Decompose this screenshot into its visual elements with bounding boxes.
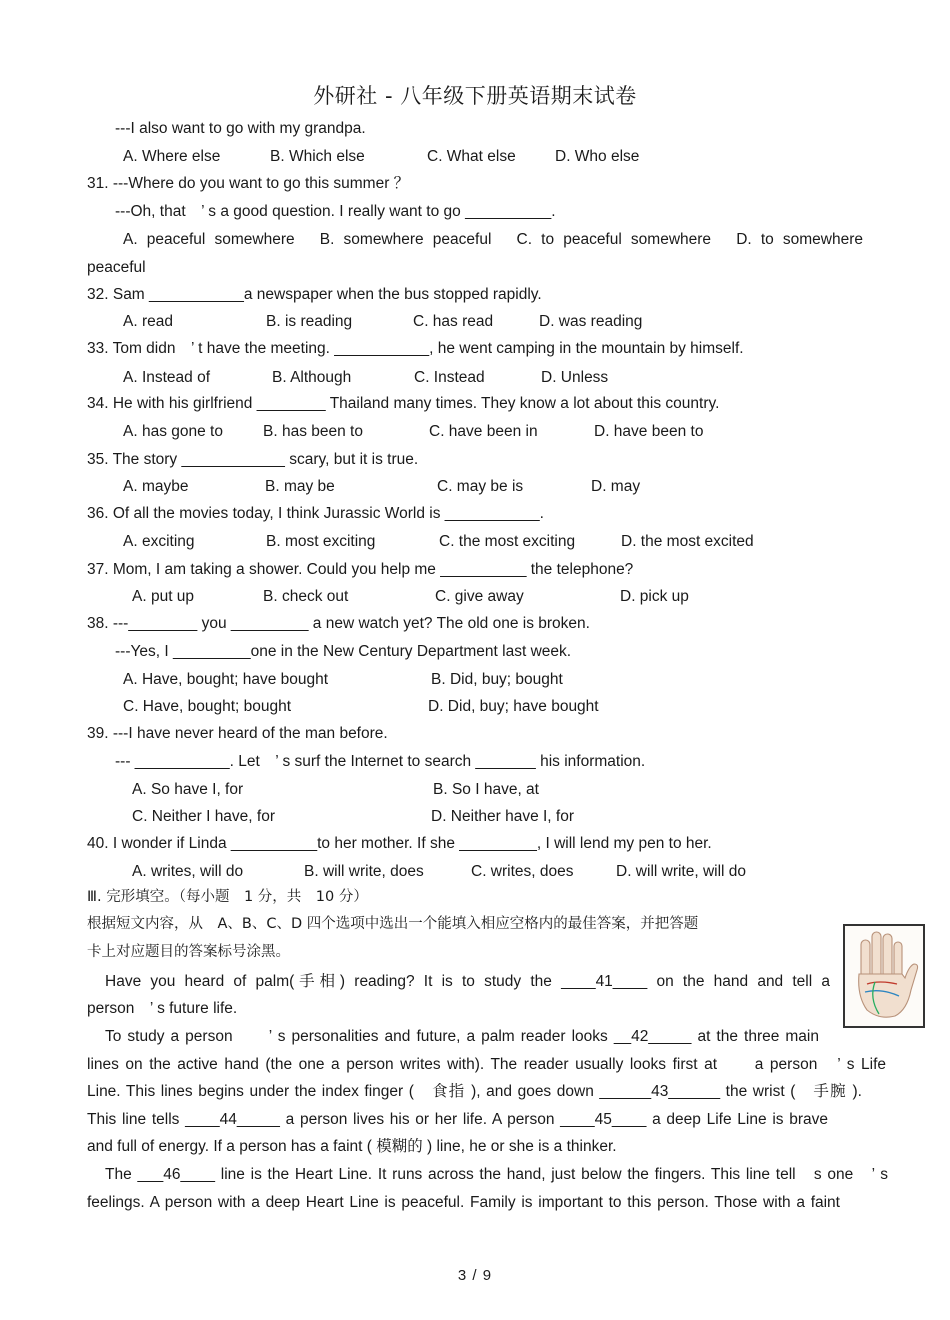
option-b: B. So I have, at: [433, 781, 539, 798]
option-c: C. Neither I have, for: [132, 808, 276, 825]
question-line: ---Oh, that ’ s a good question. I really want to go __________.: [115, 203, 556, 220]
option-c: C. the most exciting: [439, 533, 576, 550]
option-a: A. Instead of: [123, 369, 211, 386]
passage-line: lines on the active hand (the one a person writes with). The reader usually looks first at a person ’ s Life: [87, 1056, 886, 1073]
question-40: 40. I wonder if Linda __________to her mother. If she _________, I will lend my pen to her.: [87, 835, 712, 852]
question-31: 31. ---Where do you want to go this summer ？: [87, 175, 410, 192]
passage-line: Have you heard of palm(手相) reading? It is to study the ____41____ on the hand and tell a: [105, 973, 830, 990]
option-d: D. Who else: [555, 148, 640, 165]
question-32: 32. Sam ___________a newspaper when the bus stopped rapidly.: [87, 286, 542, 303]
passage-line: To study a person ’ s personalities and future, a palm reader looks __42_____ at the three main: [105, 1028, 819, 1045]
section-instructions-cont: 卡上对应题目的答案标号涂黑。: [87, 944, 290, 960]
option-c: C. has read: [413, 313, 494, 330]
option-b: B. Although: [272, 369, 352, 386]
option-b: B. will write, does: [304, 863, 424, 880]
option-b: B. is reading: [266, 313, 353, 330]
question-line: ---I also want to go with my grandpa.: [115, 120, 366, 137]
option-b: B. may be: [265, 478, 335, 495]
option-b: B. check out: [263, 588, 349, 605]
passage-line: This line tells ____44_____ a person lives his or her life. A person ____45____ a deep Life Line is brave: [87, 1111, 828, 1128]
option-d: D. was reading: [539, 313, 643, 330]
question-34: 34. He with his girlfriend ________ Thailand many times. They know a lot about this country.: [87, 395, 720, 412]
option-a: A. has gone to: [123, 423, 223, 440]
options-line: A. peaceful somewhere B. somewhere peaceful C. to peaceful somewhere D. to somewhere: [123, 231, 863, 248]
option-c: C. writes, does: [471, 863, 574, 880]
option-b: B. Did, buy; bought: [431, 671, 563, 688]
option-a: A. read: [123, 313, 173, 330]
palm-hand-icon: [845, 926, 923, 1026]
option-a: A. Where else: [123, 148, 221, 165]
option-b: B. Which else: [270, 148, 365, 165]
passage-line: person ’ s future life.: [87, 1000, 238, 1017]
option-c: C. have been in: [429, 423, 538, 440]
option-d: D. will write, will do: [616, 863, 747, 880]
option-a: A. exciting: [123, 533, 195, 550]
option-d: D. may: [591, 478, 641, 495]
passage-line: The ___46____ line is the Heart Line. It runs across the hand, just below the fingers. This line tell s one ’ s: [105, 1166, 888, 1183]
question-33: 33. Tom didn ’ t have the meeting. ___________, he went camping in the mountain by himself.: [87, 340, 744, 357]
option-a: A. Have, bought; have bought: [123, 671, 329, 688]
page-title: 外研社 - 八年级下册英语期末试卷: [313, 84, 637, 108]
question-35: 35. The story ____________ scary, but it is true.: [87, 451, 419, 468]
option-d: D. Did, buy; have bought: [428, 698, 599, 715]
option-c: C. give away: [435, 588, 524, 605]
option-d: D. have been to: [594, 423, 704, 440]
option-c: C. Instead: [414, 369, 485, 386]
option-b: B. most exciting: [266, 533, 376, 550]
option-c: C. Have, bought; bought: [123, 698, 292, 715]
option-a: A. So have I, for: [132, 781, 244, 798]
option-d: D. Neither have I, for: [431, 808, 575, 825]
question-37: 37. Mom, I am taking a shower. Could you help me __________ the telephone?: [87, 561, 634, 578]
passage-line: feelings. A person with a deep Heart Line is peaceful. Family is important to this person. Those with a faint: [87, 1194, 840, 1211]
section-instructions: 根据短文内容，从 A、B、C、D 四个选项中选出一个能填入相应空格内的最佳答案，并把答题: [87, 916, 699, 932]
passage-line: and full of energy. If a person has a faint ( 模糊的 ) line, he or she is a thinker.: [87, 1138, 617, 1155]
option-a: A. put up: [132, 588, 195, 605]
passage-line: Line. This lines begins under the index finger ( 食指 ), and goes down ______43______ the wrist ( 手腕 ).: [87, 1083, 862, 1100]
option-a: A. writes, will do: [132, 863, 244, 880]
question-36: 36. Of all the movies today, I think Jurassic World is ___________.: [87, 505, 544, 522]
palm-image: [843, 924, 925, 1028]
question-39: 39. ---I have never heard of the man before.: [87, 725, 388, 742]
page-number: 3 / 9: [457, 1267, 493, 1284]
section-heading: Ⅲ. 完形填空。（每小题 1 分，共 10 分）: [87, 889, 368, 905]
option-d: D. the most excited: [621, 533, 754, 550]
option-c: C. may be is: [437, 478, 524, 495]
option-a: A. maybe: [123, 478, 189, 495]
question-38: 38. ---________ you _________ a new watch yet? The old one is broken.: [87, 615, 590, 632]
question-line: --- ___________. Let ’ s surf the Internet to search _______ his information.: [115, 753, 646, 770]
option-d: D. Unless: [541, 369, 609, 386]
option-b: B. has been to: [263, 423, 363, 440]
option-d: D. pick up: [620, 588, 689, 605]
options-line-wrap: peaceful: [87, 259, 146, 276]
option-c: C. What else: [427, 148, 516, 165]
question-line: ---Yes, I _________one in the New Century Department last week.: [115, 643, 572, 660]
